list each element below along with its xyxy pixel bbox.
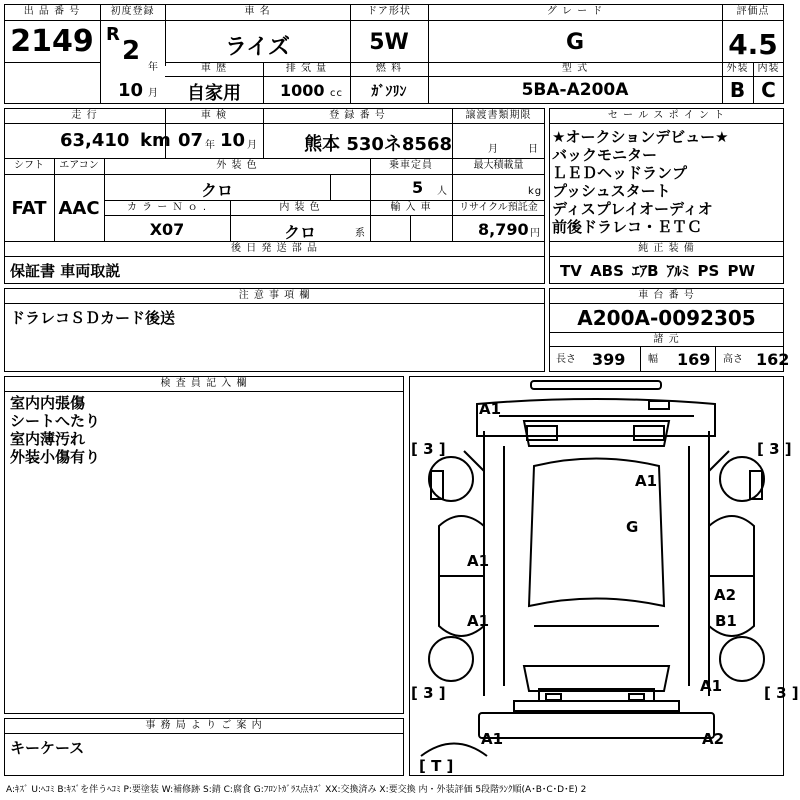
interior-label: 内装: [757, 63, 780, 74]
lot-number: 2149: [10, 24, 94, 59]
transfer-label: 譲渡書類期限: [465, 110, 532, 121]
car-name-label: 車 名: [244, 6, 271, 17]
color: クロ: [200, 181, 233, 200]
recycle-fee: 8,790: [478, 220, 529, 239]
sales-points-list: [552, 128, 729, 236]
ac-label: エアコン: [59, 160, 99, 171]
inspector-label: 検 査 員 記 入 欄: [160, 378, 248, 389]
inspection-label: 車 検: [200, 110, 228, 121]
recycle-label: リサイクル預託金: [459, 202, 538, 213]
office-text: キーケース: [10, 739, 85, 757]
fuel: ｶﾞｿﾘﾝ: [371, 84, 407, 100]
damage-mark: B1: [715, 612, 737, 630]
history: 自家用: [187, 83, 241, 104]
spare-tire-mark: [ T ]: [419, 757, 454, 775]
sales-point: プッシュスタート: [552, 182, 671, 200]
tire-tread-mark: [ 3 ]: [411, 440, 446, 458]
color-no-label: カ ラ ー Ｎ ｏ .: [126, 202, 208, 213]
later-parts: 保証書 車両取説: [10, 262, 121, 280]
later-parts-label: 後 日 発 送 部 品: [231, 243, 318, 254]
damage-mark: A1: [467, 552, 490, 570]
displacement: 1000: [280, 81, 325, 100]
displacement-label: 排 気 量: [285, 63, 328, 74]
sales-point: ディスプレイオーディオ: [552, 200, 713, 218]
sales-points-label: セ ー ル ス ポ イ ン ト: [607, 110, 726, 121]
inspection-year: 07: [178, 130, 204, 151]
height-label: 高さ: [723, 354, 743, 365]
color-no: X07: [149, 220, 185, 239]
damage-mark: A2: [714, 586, 737, 604]
interior-grade: C: [761, 78, 776, 102]
int-color-label: 内 装 色: [279, 202, 321, 213]
notes-text: ドラレコＳＤカード後送: [10, 309, 176, 327]
notes-label: 注 意 事 項 欄: [238, 290, 311, 301]
color-label: 外 装 色: [216, 160, 258, 171]
capacity: 5: [412, 178, 424, 197]
inspection-month-unit: 月: [247, 140, 258, 151]
capacity-label: 乗車定員: [389, 160, 433, 171]
grade: G: [565, 30, 585, 55]
sales-point: ★オークションデビュー★: [552, 128, 729, 146]
chassis-label: 車 台 番 号: [638, 290, 695, 301]
month-unit: 月: [148, 88, 159, 99]
inspector-line: 外装小傷有り: [10, 448, 101, 466]
transfer-day: 日: [528, 144, 539, 155]
import-label: 輸 入 車: [390, 202, 432, 213]
mileage-unit: km: [140, 130, 171, 151]
first-reg-month: 10: [118, 80, 144, 101]
shift-label: シフト: [14, 160, 44, 171]
inspector-notes: [10, 394, 100, 466]
model-label: 型 式: [561, 63, 589, 74]
score-label: 評価点: [736, 6, 770, 17]
int-color: クロ: [283, 223, 316, 242]
car-name: ライズ: [224, 35, 291, 60]
spec-label: 諸 元: [653, 334, 680, 345]
sales-point: バックモニター: [552, 146, 658, 164]
sales-point: ＬＥＤヘッドランプ: [552, 164, 688, 182]
tire-tread-mark: [ 3 ]: [411, 684, 446, 702]
width: 169: [677, 350, 711, 369]
history-label: 車 歴: [200, 63, 228, 74]
first-reg-year: 2: [122, 36, 141, 66]
year-unit: 年: [148, 62, 159, 73]
inspection-year-unit: 年: [205, 140, 216, 151]
mileage-label: 走 行: [71, 110, 98, 121]
damage-mark: A1: [481, 730, 504, 748]
era: R: [106, 24, 120, 45]
load-unit: kg: [528, 186, 543, 197]
equipment-label: 純 正 装 備: [638, 243, 695, 254]
tire-tread-mark: [ 3 ]: [764, 684, 799, 702]
grade-label: グ レ ー ド: [546, 6, 604, 17]
plate-number: 熊本 530ネ8568: [304, 134, 452, 155]
height: 162: [756, 350, 790, 369]
mileage: 63,410: [60, 130, 130, 151]
tire-tread-mark: [ 3 ]: [757, 440, 792, 458]
damage-mark: A1: [467, 612, 490, 630]
inspector-line: シートへたり: [10, 412, 101, 430]
plate-label: 登 録 番 号: [329, 110, 386, 121]
recycle-unit: 円: [530, 228, 541, 239]
lot-label: 出 品 番 号: [23, 6, 81, 17]
inspector-line: 室内内張傷: [10, 394, 86, 412]
first-reg-label: 初度登録: [110, 6, 155, 17]
damage-mark: A1: [700, 677, 723, 695]
damage-mark: A2: [702, 730, 725, 748]
office-label: 事 務 局 よ り ご 案 内: [145, 720, 263, 731]
car-diagram: [409, 376, 799, 776]
door-type: 5W: [369, 30, 409, 55]
damage-mark: A1: [635, 472, 658, 490]
length-label: 長さ: [556, 354, 576, 365]
score: 4.5: [728, 28, 778, 61]
capacity-unit: 人: [437, 186, 448, 197]
width-label: 幅: [648, 354, 658, 365]
inspector-line: 室内薄汚れ: [10, 430, 86, 448]
exterior-label: 外装: [726, 63, 749, 74]
damage-mark: G: [626, 518, 639, 536]
ac: AAC: [58, 198, 100, 219]
int-color-unit: 系: [355, 228, 366, 239]
shift: FAT: [11, 198, 47, 219]
exterior-grade: B: [729, 78, 746, 102]
model-code: 5BA-A200A: [521, 80, 629, 100]
sales-point: 前後ドラレコ・ＥＴＣ: [552, 218, 703, 236]
displacement-unit: cc: [330, 88, 343, 99]
inspection-month: 10: [220, 130, 246, 151]
transfer-month: 月: [488, 144, 499, 155]
length: 399: [592, 350, 626, 369]
equipment: TV ABS ｴｱB ｱﾙﾐ PS PW: [560, 262, 756, 280]
load-label: 最大積載量: [473, 160, 524, 171]
chassis-number: A200A-0092305: [577, 306, 756, 330]
legend: A:ｷｽﾞ U:ﾍｺﾐ B:ｷｽﾞを伴うﾍｺﾐ P:要塗装 W:補修跡 S:錆 C:腐食 G:ﾌﾛﾝﾄｶﾞﾗｽ点ｷｽﾞ XX:交換済み X:要交換 内・外装評価 5段階ﾗﾝｸ順(A･B･C･D･E) 2: [6, 785, 587, 795]
damage-mark: A1: [479, 400, 502, 418]
fuel-label: 燃 料: [375, 63, 403, 74]
door-label: ドア形状: [367, 6, 411, 17]
